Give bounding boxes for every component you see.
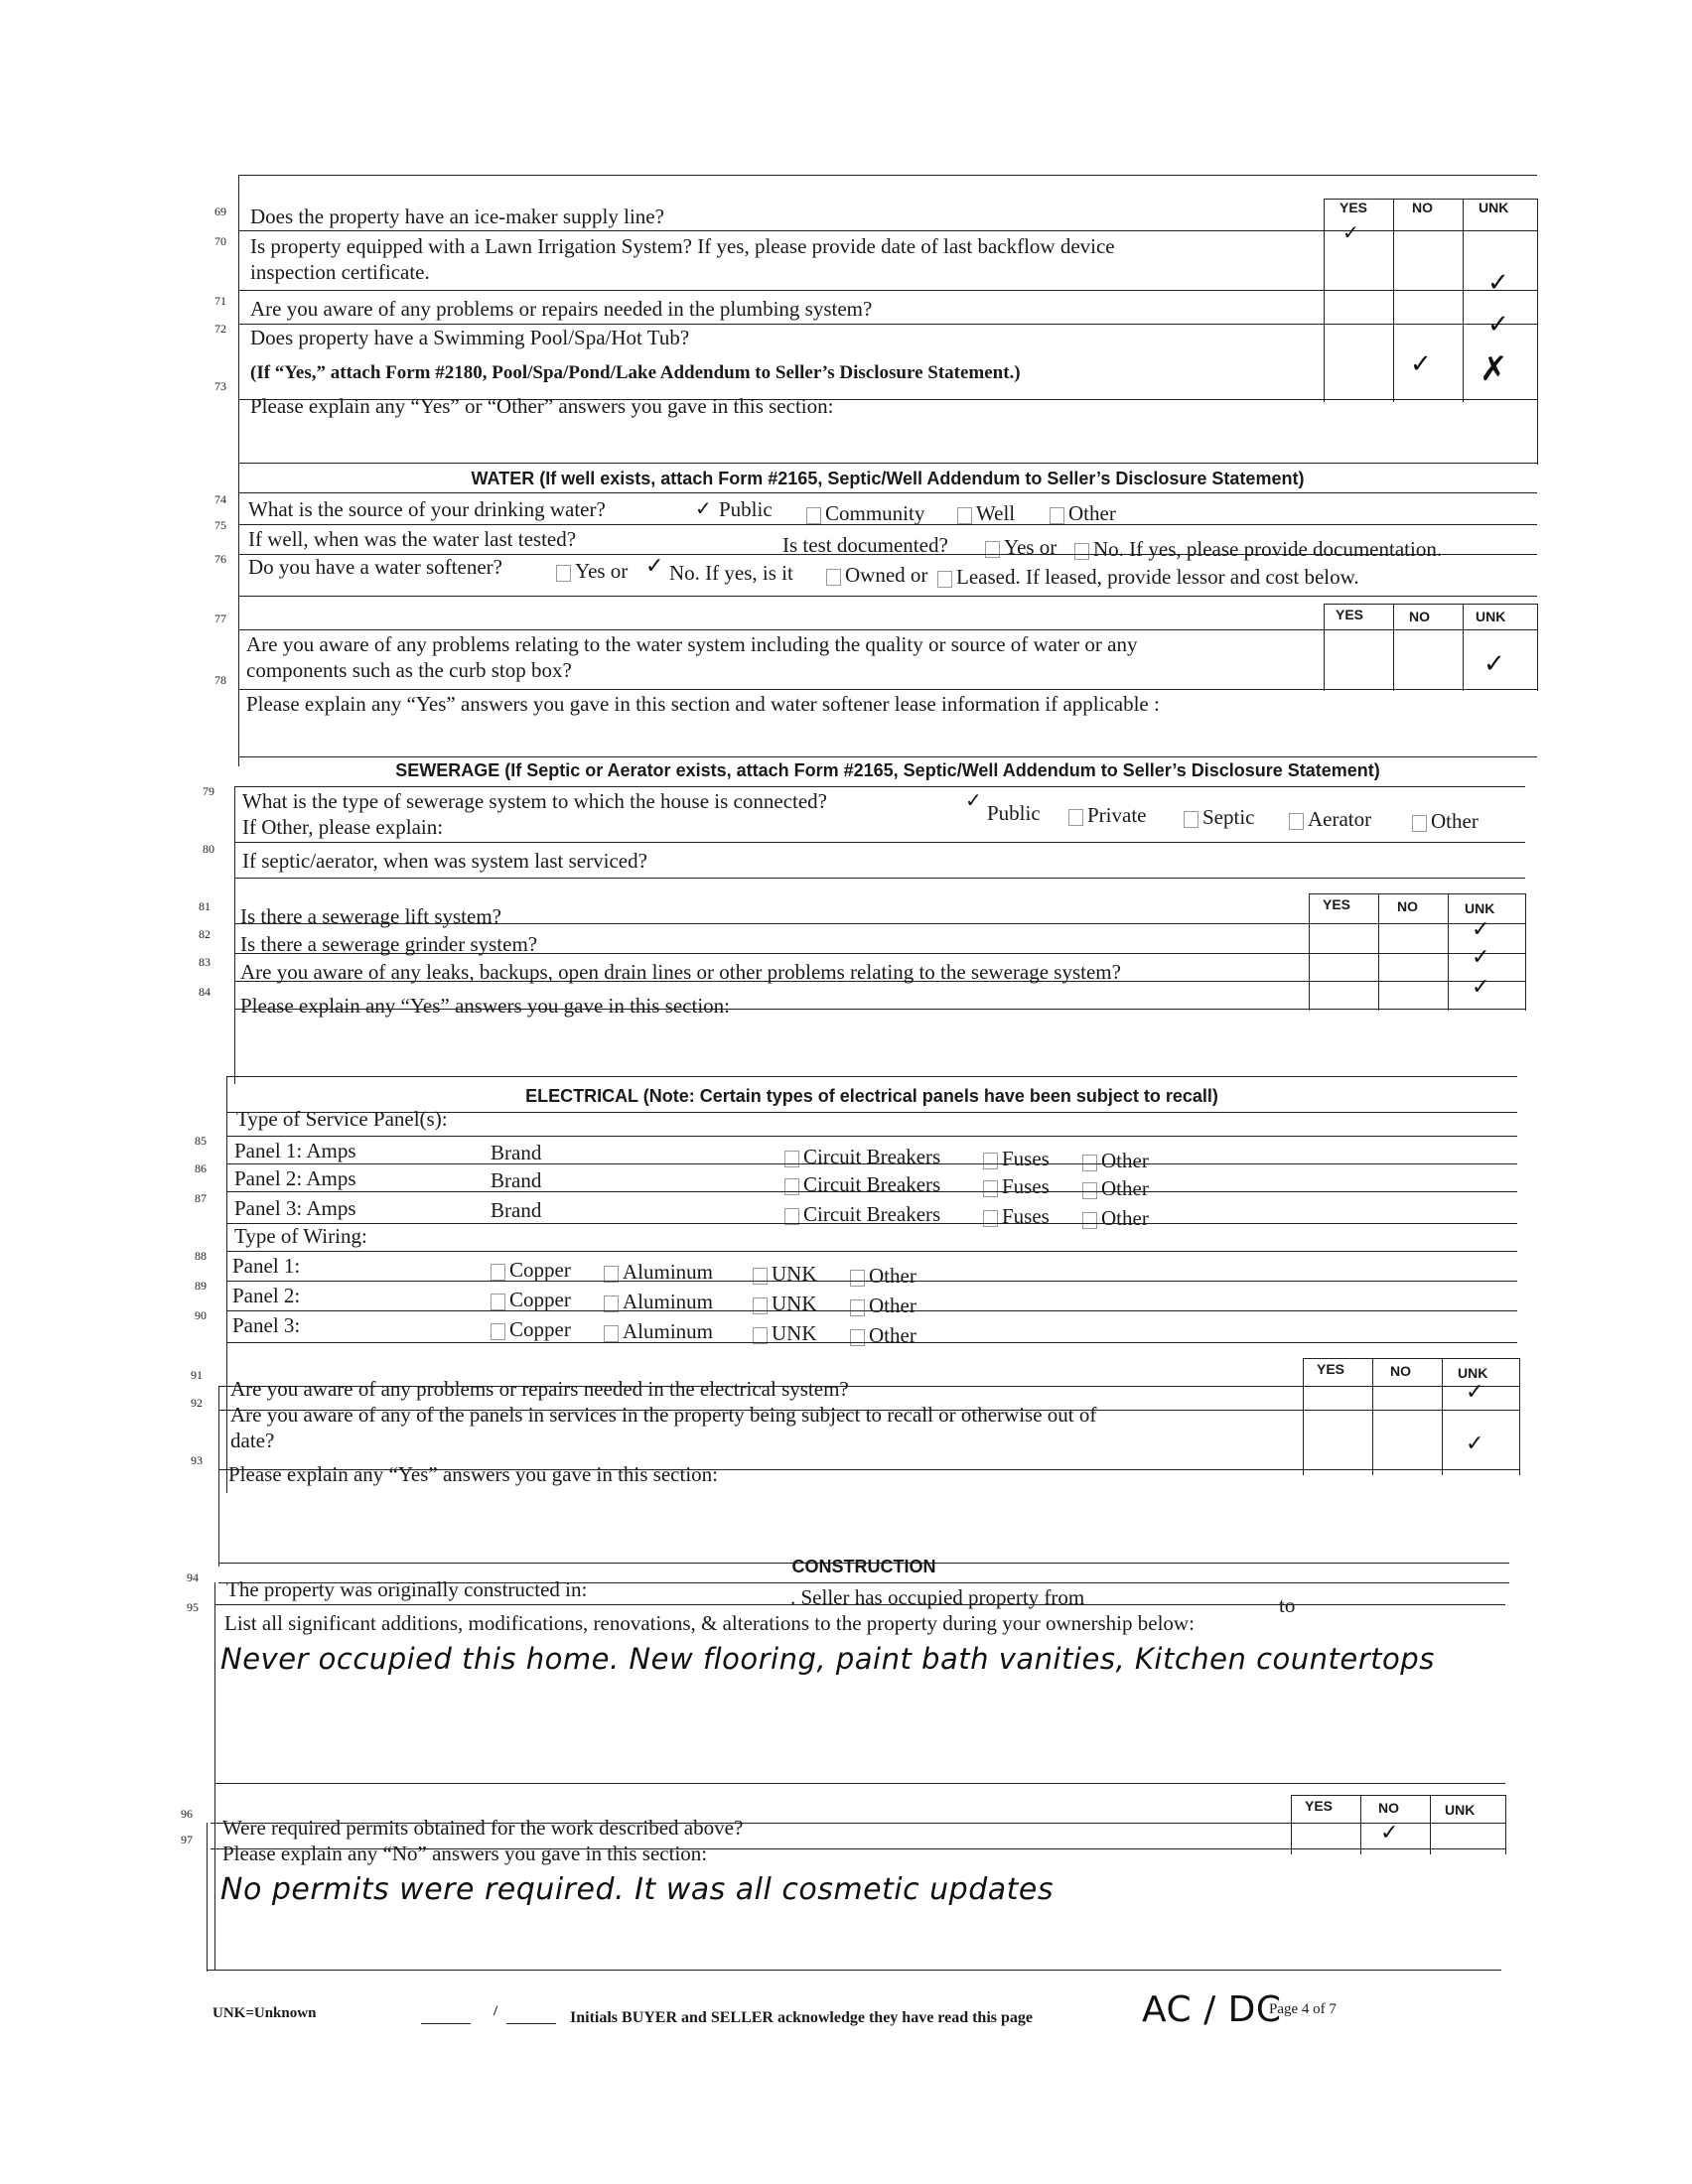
construction-header: CONSTRUCTION [791, 1557, 936, 1576]
line-number: 73 [214, 379, 226, 393]
q81-text: Is there a sewerage lift system? [240, 904, 501, 928]
rule [1291, 1795, 1292, 1854]
rule [226, 1076, 1517, 1077]
rule [226, 1281, 1517, 1282]
rule [1303, 1358, 1519, 1359]
rule [207, 1823, 208, 1972]
label: Aluminum [623, 1260, 714, 1284]
panel-1-amps: Panel 1: Amps [234, 1139, 356, 1162]
checkbox[interactable] [1050, 507, 1064, 524]
initials-statement: Initials BUYER and SELLER acknowledge they have read this page [570, 2009, 1033, 2026]
checkbox[interactable] [1412, 815, 1427, 832]
checkbox[interactable] [983, 1210, 998, 1227]
rule [238, 756, 1537, 757]
rule [1360, 1795, 1361, 1854]
checkbox[interactable] [1184, 811, 1198, 828]
q79-opt-aerator [1289, 808, 1371, 831]
col-no: NO [1378, 1800, 1399, 1816]
q79-public-check: ✓ [965, 788, 982, 812]
label: Copper [509, 1288, 571, 1311]
label: Well [976, 501, 1016, 525]
line-number: 86 [195, 1161, 207, 1175]
label: Private [1087, 803, 1147, 827]
col-unk: UNK [1458, 1365, 1488, 1381]
line-number: 96 [181, 1807, 193, 1821]
label: No. If yes, please provide documentation. [1093, 537, 1443, 561]
rule [1448, 893, 1449, 1011]
water-header: WATER (If well exists, attach Form #2165, Septic/Well Addendum to Seller’s Disclosure Statement) [471, 469, 1305, 488]
rule [238, 175, 1537, 176]
line-number: 80 [203, 842, 214, 856]
checkbox[interactable] [850, 1270, 865, 1287]
q77-text-a: Are you aware of any problems relating to the water system including the quality or source of water or any [246, 632, 1138, 656]
panel-2-amps: Panel 2: Amps [234, 1166, 356, 1190]
wiring-type-label: Type of Wiring: [234, 1224, 367, 1248]
rule [1309, 893, 1525, 894]
panel-1-breakers [784, 1146, 940, 1168]
q75-yes-opt [985, 536, 1057, 559]
panel-2-breakers [784, 1173, 940, 1196]
panel-3-fuses [983, 1205, 1050, 1228]
q80-text: If septic/aerator, when was system last serviced? [242, 849, 647, 873]
rule [1519, 1358, 1520, 1475]
line-number: 93 [191, 1453, 203, 1467]
seller-initials-signature: AC / DC [1142, 1989, 1282, 2030]
q91-text: Are you aware of any problems or repairs needed in the electrical system? [230, 1377, 849, 1401]
rule [238, 689, 1537, 690]
wiring-panel-2: Panel 2: [232, 1284, 301, 1307]
checkbox[interactable] [957, 507, 972, 524]
electrical-header: ELECTRICAL (Note: Certain types of electrical panels have been subject to recall) [525, 1086, 1218, 1106]
panel-1-other [1082, 1150, 1149, 1172]
rule [1463, 199, 1464, 402]
rule [1303, 1358, 1304, 1475]
label: Circuit Breakers [803, 1172, 941, 1196]
col-unk: UNK [1476, 609, 1506, 624]
q74-text: What is the source of your drinking water? [248, 497, 606, 521]
rule [238, 596, 1537, 597]
q72-no-mark: ✓ [1410, 349, 1432, 379]
rule [226, 1310, 1517, 1311]
rule [214, 1582, 215, 1970]
q74-opt-community [806, 502, 924, 525]
rule [218, 1386, 219, 1567]
q77-text-b: components such as the curb stop box? [246, 658, 572, 682]
checkbox[interactable] [1068, 809, 1083, 826]
q69-text: Does the property have an ice-maker supply line? [250, 205, 664, 228]
panel-2-other [1082, 1177, 1149, 1200]
label: Fuses [1002, 1174, 1050, 1198]
checkbox[interactable] [983, 1153, 998, 1169]
q94-text-c: to [1279, 1593, 1296, 1617]
checkbox[interactable] [556, 565, 571, 582]
panel-1-brand: Brand [491, 1141, 542, 1164]
rule [1291, 1795, 1505, 1796]
q75-text-b: Is test documented? [782, 533, 948, 557]
label: Copper [509, 1317, 571, 1341]
line-number: 92 [191, 1396, 203, 1410]
q92-unk-mark: ✓ [1466, 1432, 1484, 1456]
q75-no-opt [1074, 538, 1442, 561]
q76-text-a: Do you have a water softener? [248, 555, 502, 579]
checkbox[interactable] [1082, 1212, 1097, 1229]
q74-opt-public: Public [719, 497, 773, 521]
q97-handwritten-answer: No permits were required. It was all cosmetic updates [220, 1872, 1055, 1907]
q79-opt-private [1068, 804, 1146, 827]
rule [238, 463, 1537, 464]
rule [226, 1191, 1517, 1192]
q76-no-check: ✓ [645, 554, 664, 579]
q79-opt-septic [1184, 806, 1255, 829]
rule [238, 324, 1537, 325]
rule [1309, 893, 1310, 1011]
unk-legend: UNK=Unknown [212, 2005, 317, 2021]
label: Other [1101, 1206, 1149, 1230]
line-number: 79 [203, 784, 214, 798]
checkbox[interactable] [491, 1264, 505, 1281]
q81-unk-mark: ✓ [1472, 917, 1490, 942]
q95-handwritten-answer: Never occupied this home. New flooring, paint bath vanities, Kitchen countertops [220, 1642, 1435, 1676]
label: Leased. If leased, provide lessor and cost below. [956, 565, 1359, 589]
q93-text: Please explain any “Yes” answers you gave in this section: [228, 1462, 719, 1486]
rule [226, 1076, 227, 1493]
label: UNK [772, 1292, 817, 1315]
wiring-panel-1: Panel 1: [232, 1254, 301, 1278]
q82-text: Is there a sewerage grinder system? [240, 932, 538, 956]
q83-text: Are you aware of any leaks, backups, open drain lines or other problems relating to the sewerage system? [240, 960, 1121, 984]
label: Circuit Breakers [803, 1202, 941, 1226]
checkbox[interactable] [1289, 813, 1304, 830]
line-number: 72 [214, 322, 226, 336]
checkbox[interactable] [826, 569, 841, 586]
line-number: 71 [214, 294, 226, 308]
line-number: 81 [199, 899, 211, 913]
rule [238, 290, 1537, 291]
q92-text-b: date? [230, 1429, 275, 1452]
label: Aerator [1308, 807, 1372, 831]
line-number: 78 [214, 673, 226, 687]
q71-text: Are you aware of any problems or repairs needed in the plumbing system? [250, 297, 873, 321]
rule [1393, 199, 1394, 402]
rule [1537, 604, 1538, 691]
wiring-panel-3: Panel 3: [232, 1313, 301, 1337]
buyer-initial-line-2 [506, 2023, 556, 2024]
q91-unk-mark: ✓ [1466, 1380, 1484, 1405]
line-number: 70 [214, 234, 226, 248]
q70-text-a: Is property equipped with a Lawn Irrigation System? If yes, please provide date of last backflow device [250, 234, 1115, 258]
checkbox[interactable] [985, 541, 1000, 558]
q96-no-mark: ✓ [1380, 1821, 1399, 1845]
rule [238, 524, 1537, 525]
checkbox[interactable] [850, 1299, 865, 1316]
rule [207, 1970, 1501, 1971]
q77-unk-mark: ✓ [1483, 649, 1505, 679]
rule [226, 1163, 1517, 1164]
q79-text-b: If Other, please explain: [242, 815, 444, 839]
label: Fuses [1002, 1204, 1050, 1228]
line-number: 82 [199, 927, 211, 941]
line-number: 94 [187, 1570, 199, 1584]
q78-text: Please explain any “Yes” answers you gave in this section and water softener lease information if applicable : [246, 692, 1160, 716]
q79-opt-other [1412, 810, 1479, 833]
label: UNK [772, 1321, 817, 1345]
q83-unk-mark: ✓ [1472, 975, 1490, 1000]
sewerage-header: SEWERAGE (If Septic or Aerator exists, attach Form #2165, Septic/Well Addendum to Seller’s Disclosure Statement) [395, 760, 1380, 780]
checkbox[interactable] [491, 1294, 505, 1310]
buyer-initial-slash: / [494, 2003, 498, 2019]
label: Owned or [845, 563, 928, 587]
panel-2-brand: Brand [491, 1168, 542, 1192]
q75-text-a: If well, when was the water last tested? [248, 527, 577, 551]
q70-text-b: inspection certificate. [250, 260, 430, 284]
q94-text-b: . Seller has occupied property from [790, 1585, 1085, 1609]
wiring-2-unk [753, 1293, 817, 1315]
label: Yes or [1004, 535, 1058, 559]
col-yes: YES [1317, 1361, 1345, 1377]
wiring-1-unk [753, 1263, 817, 1286]
q69-yes-mark: ✓ [1342, 220, 1359, 244]
wiring-3-aluminum [604, 1320, 713, 1343]
panel-3-other [1082, 1207, 1149, 1230]
label: Septic [1202, 805, 1255, 829]
rule [234, 842, 1525, 843]
checkbox[interactable] [937, 571, 952, 588]
label: Fuses [1002, 1147, 1050, 1170]
col-no: NO [1397, 898, 1418, 914]
checkbox[interactable] [983, 1180, 998, 1197]
q71-unk-mark: ✓ [1487, 310, 1509, 340]
q73-text: Please explain any “Yes” or “Other” answers you gave in this section: [250, 394, 834, 418]
panel-1-fuses [983, 1148, 1050, 1170]
checkbox[interactable] [806, 507, 821, 524]
panel-3-amps: Panel 3: Amps [234, 1196, 356, 1220]
page-number: Page 4 of 7 [1269, 2001, 1337, 2017]
col-no: NO [1409, 609, 1430, 624]
col-yes: YES [1340, 200, 1368, 215]
col-yes: YES [1336, 607, 1364, 622]
rule [234, 878, 1525, 879]
rule [238, 629, 1537, 630]
q70-unk-mark: ✓ [1487, 268, 1509, 298]
rule [238, 463, 239, 766]
q94-text-a: The property was originally constructed in: [226, 1577, 588, 1601]
label: Other [1101, 1149, 1149, 1172]
label: UNK [772, 1262, 817, 1286]
label: Other [869, 1323, 916, 1347]
wiring-2-copper [491, 1289, 571, 1311]
rule [1393, 604, 1394, 691]
wiring-1-copper [491, 1259, 571, 1282]
rule [1430, 1795, 1431, 1854]
line-number: 69 [214, 205, 226, 218]
checkbox[interactable] [784, 1178, 799, 1195]
col-yes: YES [1305, 1798, 1334, 1814]
line-number: 90 [195, 1308, 207, 1322]
q96-text: Were required permits obtained for the work described above? [222, 1816, 744, 1840]
rule [1324, 199, 1325, 402]
panel-3-brand: Brand [491, 1198, 542, 1222]
q76-text-c: No. If yes, is it [669, 561, 793, 585]
q76-owned-opt [826, 564, 927, 587]
rule [1463, 604, 1464, 691]
rule [1324, 604, 1537, 605]
checkbox[interactable] [784, 1151, 799, 1167]
rule [1442, 1358, 1443, 1475]
col-no: NO [1390, 1363, 1411, 1379]
rule [226, 1342, 1517, 1343]
line-number: 91 [191, 1368, 203, 1382]
label: Other [869, 1264, 916, 1288]
rule [1378, 893, 1379, 1011]
q74-opt-other [1050, 502, 1116, 525]
wiring-3-other [850, 1324, 916, 1347]
checkbox[interactable] [1074, 543, 1089, 560]
label: Circuit Breakers [803, 1145, 941, 1168]
q92-text-a: Are you aware of any of the panels in services in the property being subject to recall or otherwise out of [230, 1403, 1097, 1427]
rule [238, 492, 1537, 493]
line-number: 75 [214, 518, 226, 532]
line-number: 77 [214, 612, 226, 625]
col-yes: YES [1323, 896, 1351, 912]
label: Other [1068, 501, 1116, 525]
q79-text-a: What is the type of sewerage system to which the house is connected? [242, 789, 827, 813]
q74-public-check: ✓ [695, 496, 712, 520]
rule [234, 786, 1525, 787]
q74-opt-well [957, 502, 1015, 525]
checkbox[interactable] [753, 1268, 768, 1285]
rule [226, 1136, 1517, 1137]
panel-type-label: Type of Service Panel(s): [236, 1107, 448, 1131]
line-number: 85 [195, 1134, 207, 1148]
checkbox[interactable] [850, 1329, 865, 1346]
rule [238, 175, 239, 465]
rule [1505, 1795, 1506, 1854]
q82-unk-mark: ✓ [1472, 945, 1490, 970]
line-number: 95 [187, 1600, 199, 1614]
rule [214, 1783, 1505, 1784]
label: Other [1101, 1176, 1149, 1200]
rule [1537, 199, 1538, 465]
line-number: 88 [195, 1249, 207, 1263]
line-number: 97 [181, 1833, 193, 1846]
wiring-2-other [850, 1295, 916, 1317]
checkbox[interactable] [604, 1325, 619, 1342]
label: Aluminum [623, 1290, 714, 1313]
line-number: 74 [214, 492, 226, 506]
q79-opt-public: Public [987, 801, 1041, 825]
label: Copper [509, 1258, 571, 1282]
rule [1372, 1358, 1373, 1475]
panel-2-fuses [983, 1175, 1050, 1198]
label: Other [1431, 809, 1479, 833]
buyer-initial-line-1 [421, 2023, 471, 2024]
checkbox[interactable] [491, 1323, 505, 1340]
col-unk: UNK [1479, 200, 1509, 215]
q72-text-a: Does property have a Swimming Pool/Spa/Hot Tub? [250, 326, 690, 349]
rule [226, 1251, 1517, 1252]
checkbox[interactable] [753, 1297, 768, 1314]
rule [1525, 893, 1526, 1011]
wiring-1-other [850, 1265, 916, 1288]
rule [234, 786, 235, 1084]
col-unk: UNK [1445, 1802, 1476, 1818]
line-number: 84 [199, 985, 211, 999]
line-number: 76 [214, 552, 226, 566]
line-number: 89 [195, 1279, 207, 1293]
q76-yes-opt [556, 560, 628, 583]
label: Yes or [575, 559, 629, 583]
line-number: 83 [199, 955, 211, 969]
q72-text-b: (If “Yes,” attach Form #2180, Pool/Spa/Pond/Lake Addendum to Seller’s Disclosure Statement.) [250, 362, 1021, 383]
rule [226, 1223, 1517, 1224]
label: Aluminum [623, 1319, 714, 1343]
q95-text: List all significant additions, modifications, renovations, & alterations to the property during your ownership below: [224, 1611, 1195, 1635]
line-number: 87 [195, 1191, 207, 1205]
col-no: NO [1412, 200, 1433, 215]
rule [1324, 604, 1325, 691]
q72-unk-crossed-mark: ✗ [1480, 349, 1508, 389]
label: Other [869, 1294, 916, 1317]
q97-text: Please explain any “No” answers you gave in this section: [222, 1842, 708, 1865]
label: Community [825, 501, 925, 525]
rule [214, 1604, 1505, 1605]
q76-leased-opt [937, 566, 1359, 589]
col-unk: UNK [1465, 900, 1495, 916]
q84-text: Please explain any “Yes” answers you gave in this section: [240, 994, 731, 1018]
wiring-3-copper [491, 1318, 571, 1341]
